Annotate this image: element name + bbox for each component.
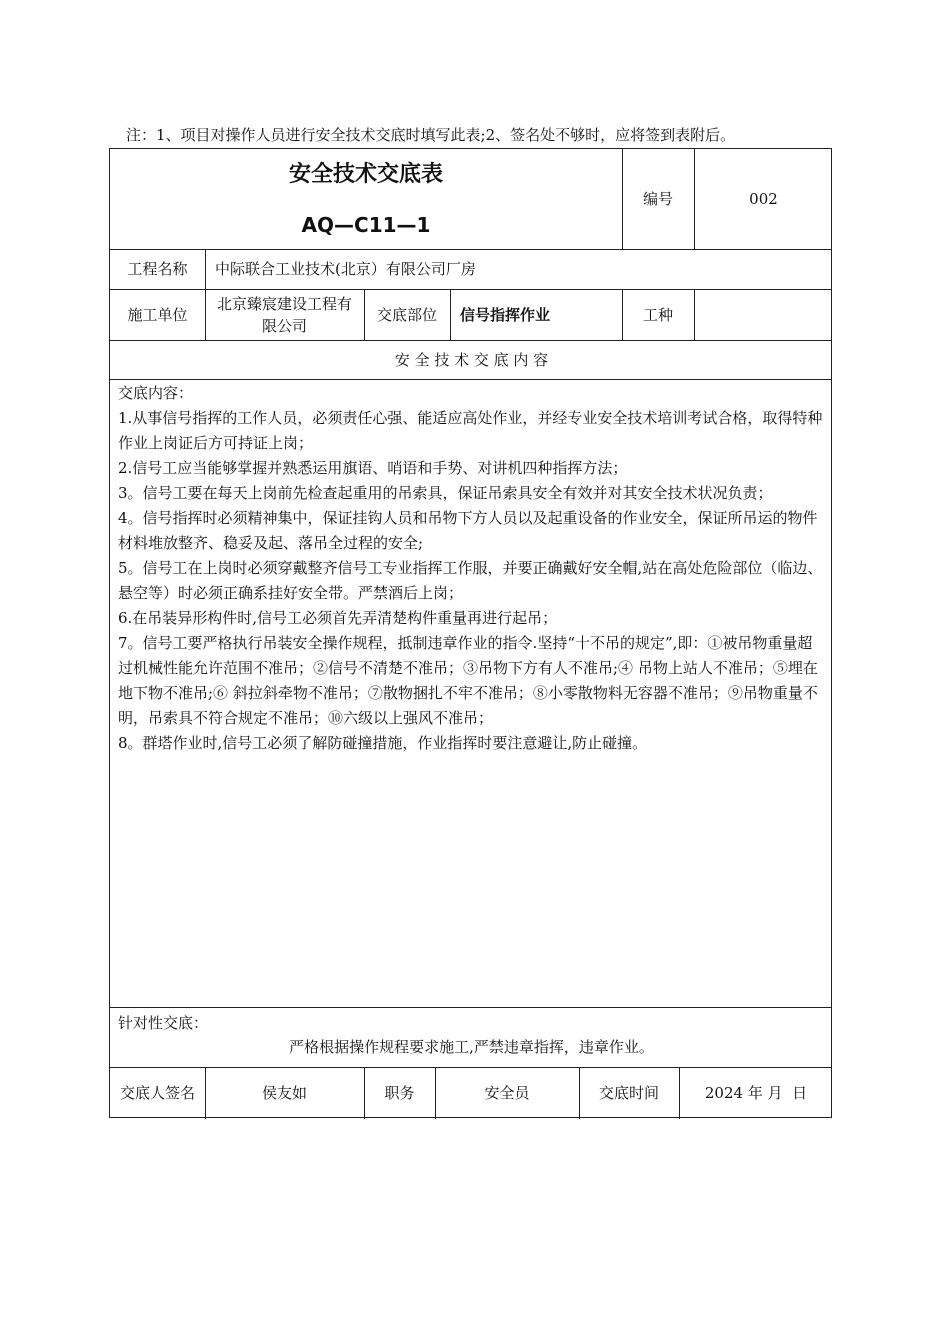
content-item: 5。信号工在上岗时必须穿戴整齐信号工专业指挥工作服，并要正确戴好安全帽,站在高处危险部位（临边、悬空等）时必须正确系挂好安全带。严禁酒后上岗； [118,559,823,602]
signer-value: 侯友如 [261,1084,307,1102]
form-note: 注：1、项目对操作人员进行安全技术交底时填写此表;2、签名处不够时，应将签到表附后。 [126,126,736,144]
position-value: 安全员 [484,1084,530,1102]
row-divider [110,1007,831,1008]
time-value: 2024 年 月 日 [704,1084,808,1102]
form-code: AQ—C11—1 [301,213,431,237]
content-item: 2.信号工应当能够掌握并熟悉运用旗语、哨语和手势、对讲机四种指挥方法； [118,459,628,477]
targeted-briefing-text: 严格根据操作规程要求施工,严禁违章指挥，违章作业。 [289,1038,654,1056]
construction-unit-value: 北京臻宸建设工程有限公司 [216,294,352,335]
briefing-content [118,381,825,756]
content-item: 1.从事信号指挥的工作人员，必须责任心强、能适应高处作业，并经专业安全技术培训考试合格，取得特种作业上岗证后方可持证上岗； [118,409,823,452]
construction-unit-label: 施工单位 [127,305,188,324]
briefing-part-label: 交底部位 [376,305,437,324]
content-item: 4。信号指挥时必须精神集中，保证挂钩人员和吊物下方人员以及起重设备的作业安全，保证所吊运的物件材料堆放整齐、稳妥及起、落吊全过程的安全; [118,509,818,552]
trade-value [694,289,833,340]
row-divider [110,379,831,380]
safety-briefing-table [109,148,832,1118]
briefing-part-value: 信号指挥作业 [460,305,551,324]
project-name-value: 中际联合工业技术(北京）有限公司厂房 [215,260,476,278]
time-label: 交底时间 [598,1084,659,1102]
form-title: 安全技术交底表 [288,162,443,187]
position-label: 职务 [384,1084,415,1102]
targeted-briefing-label: 针对性交底： [118,1014,209,1032]
content-item: 7。信号工要严格执行吊装安全操作规程，抵制违章作业的指令.坚持“十不吊的规定”,即：①被吊物重量超过机械性能允许范围不准吊；②信号不清楚不准吊；③吊物下方有人不准吊;④ 吊物上站人不准吊；⑤埋在地下物不准吊;⑥ 斜拉斜牵物不准吊；⑦散物捆扎不牢不准吊；⑧小零散物料无容器不准吊；⑨吊物重量不明，吊索具不符合规定不准吊；⑩六级以上强风不准吊； [118,634,818,727]
trade-label: 工种 [642,305,673,324]
content-intro: 交底内容： [118,384,194,402]
number-value: 002 [749,190,778,208]
project-name-label: 工程名称 [127,260,188,278]
section-heading: 安 全 技 术 交 底 内 容 [394,350,549,369]
content-item: 6.在吊装异形构件时,信号工必须首先弄清楚构件重量再进行起吊； [118,609,558,627]
signer-label: 交底人签名 [119,1084,195,1102]
number-label: 编号 [642,190,673,208]
content-item: 8。群塔作业时,信号工必须了解防碰撞措施，作业指挥时要注意避让,防止碰撞。 [118,734,648,752]
content-item: 3。信号工要在每天上岗前先检查起重用的吊索具，保证吊索具安全有效并对其安全技术状况负责； [118,484,773,502]
